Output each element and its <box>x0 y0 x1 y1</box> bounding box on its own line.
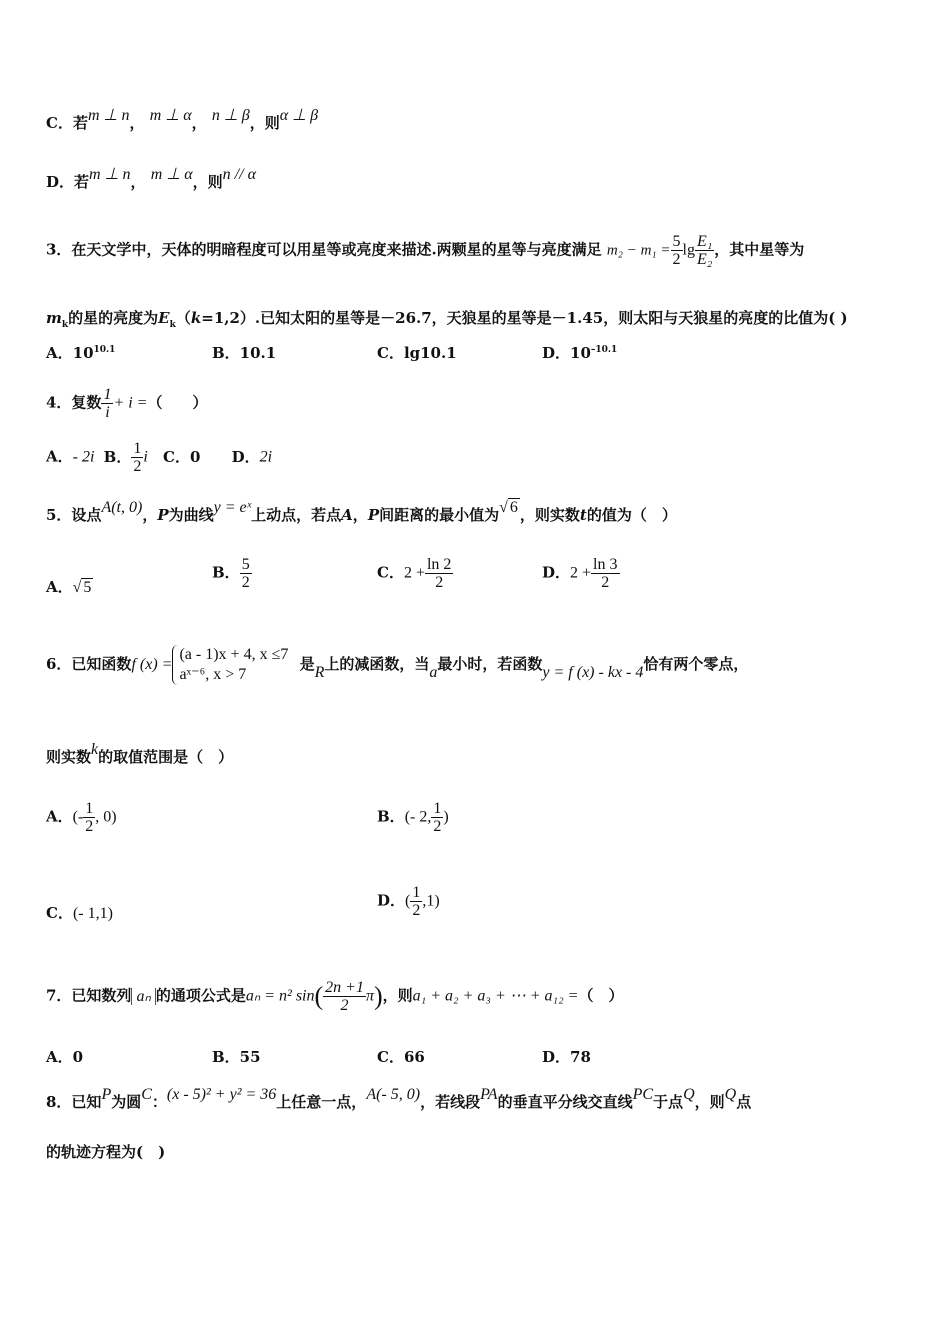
option-text: A．10 <box>46 344 94 362</box>
text: 恰有两个零点， <box>643 655 749 673</box>
q7-option-c <box>377 1046 425 1067</box>
math: P <box>367 506 380 524</box>
math: A(t, 0) <box>101 499 143 516</box>
text: （ ） <box>147 393 208 412</box>
option-label: B． <box>103 447 132 466</box>
math: Q <box>683 1086 695 1103</box>
paren: ) <box>373 981 383 1011</box>
fraction <box>131 440 143 475</box>
text: ，其中星等为 <box>714 240 805 259</box>
text: 的星的亮度为 <box>68 309 159 327</box>
q2-option-c <box>46 107 319 134</box>
radicand: 6 <box>509 499 518 516</box>
text: 的轨迹方程为( ) <box>46 1143 166 1161</box>
q3-option-c <box>377 342 457 363</box>
numerator: 1 <box>85 800 94 817</box>
math: (- 1,1) <box>72 905 113 922</box>
paren: ( <box>314 981 324 1011</box>
math: y = eˣ <box>213 499 252 516</box>
q5-option-b <box>212 556 252 591</box>
fraction <box>323 979 366 1014</box>
math: (- <box>72 808 84 826</box>
q6-option-b <box>377 800 449 835</box>
case-2: aˣ⁻⁶, x > 7 <box>179 666 247 683</box>
comma: ， <box>191 114 207 132</box>
denominator: 2 <box>133 458 142 475</box>
math: aₙ <box>131 988 155 1005</box>
denominator: E₂ <box>696 251 713 268</box>
option-label: C． <box>377 563 404 582</box>
math: Q <box>724 1086 737 1103</box>
q6-option-d <box>377 884 440 919</box>
math: π <box>365 987 374 1005</box>
text: 的通项公式是 <box>155 986 246 1005</box>
text: ，则 <box>249 114 280 132</box>
text: 间距离的最小值为 <box>379 506 500 524</box>
q8-stem-line1 <box>46 1086 752 1113</box>
option-text: D．78 <box>542 1048 591 1066</box>
q8-stem-line2 <box>46 1142 165 1162</box>
text: 5．设点 <box>46 506 102 524</box>
numerator: 2n +1 <box>325 979 364 996</box>
option-text: A．0 <box>46 1048 84 1066</box>
math: PA <box>480 1086 498 1103</box>
math: P <box>157 506 169 524</box>
text: 点 <box>736 1093 752 1111</box>
q6-option-a <box>46 800 117 835</box>
text: ， <box>142 506 158 524</box>
option-label: C． <box>46 904 73 922</box>
option-label: A． <box>46 807 73 826</box>
math: (- 2, <box>404 808 432 826</box>
numerator: 1 <box>103 386 112 403</box>
option-text: C．0 <box>163 447 201 466</box>
option-text: C．lg10.1 <box>377 344 457 362</box>
numerator: 5 <box>672 233 681 250</box>
text: 上的减函数，当 <box>324 655 430 673</box>
option-label: D． <box>542 563 571 582</box>
math: 2 + <box>570 564 592 582</box>
fraction <box>695 233 714 268</box>
text: ， <box>352 506 368 524</box>
option-text: B．10.1 <box>212 344 277 362</box>
math: f (x) = <box>131 656 173 673</box>
q5-option-c <box>377 556 453 591</box>
math: + i = <box>113 394 148 412</box>
math: 2 + <box>403 564 425 582</box>
text: ，若线段 <box>420 1093 481 1111</box>
q3-stem-line1 <box>46 233 804 268</box>
math: m ⊥ n <box>89 166 131 183</box>
comma: ， <box>130 173 146 191</box>
option-label: D． <box>377 891 406 910</box>
denominator: 2 <box>241 574 250 591</box>
math: k <box>190 309 202 327</box>
math: α ⊥ β <box>279 107 319 124</box>
text: 是 <box>299 655 315 673</box>
q5-stem <box>46 499 677 526</box>
piecewise <box>172 645 288 685</box>
text: 于点 <box>653 1093 684 1111</box>
numerator: ln 2 <box>426 556 452 573</box>
math: - 2i <box>72 448 95 466</box>
math: 2i <box>259 448 273 466</box>
math: t <box>579 506 587 524</box>
text: 上动点，若点 <box>251 506 342 524</box>
text: 6．已知函数 <box>46 655 132 673</box>
numerator: 5 <box>241 556 250 573</box>
math: , 0) <box>95 808 117 826</box>
q4-stem <box>46 386 208 421</box>
math: m <box>46 309 62 327</box>
case-1: (a - 1)x + 4, x ≤7 <box>179 646 289 663</box>
denominator: 2 <box>340 997 349 1014</box>
text: 最小时，若函数 <box>437 655 543 673</box>
q3-stem-line2 <box>46 308 848 335</box>
math: m ⊥ α <box>149 107 192 124</box>
text: ，则实数 <box>519 506 580 524</box>
numerator: 1 <box>412 884 421 901</box>
q7-stem <box>46 979 623 1014</box>
option-text: B．55 <box>212 1048 261 1066</box>
option-label: A． <box>46 578 73 596</box>
comma: ， <box>129 114 145 132</box>
option-label: C．若 <box>46 114 88 132</box>
math: k <box>169 320 176 330</box>
q4-options <box>46 440 272 475</box>
math: (x - 5)² + y² = 36 <box>166 1086 277 1103</box>
math: P <box>101 1086 112 1103</box>
numerator: 1 <box>433 800 442 817</box>
denominator: 2 <box>435 574 444 591</box>
q7-option-b <box>212 1046 261 1067</box>
math: n ⊥ β <box>211 107 250 124</box>
text: ，则 <box>382 986 413 1005</box>
text: 的值为（ ） <box>586 506 677 524</box>
math: ( <box>405 892 411 910</box>
text: （ <box>175 309 191 327</box>
text: 为圆 <box>111 1093 142 1111</box>
option-text: D．10 <box>542 344 591 362</box>
q7-option-d <box>542 1046 591 1067</box>
option-label: D． <box>231 447 260 466</box>
fraction <box>591 556 619 591</box>
text: ： <box>151 1093 167 1111</box>
math: R <box>314 664 325 681</box>
text: 的垂直平分线交直线 <box>497 1093 633 1111</box>
sqrt: √ 5 <box>72 579 92 596</box>
text: 7．已知数列 <box>46 986 132 1005</box>
q5-option-a <box>46 576 93 597</box>
math: E <box>158 309 170 327</box>
text: ，则 <box>694 1093 725 1111</box>
fraction <box>83 800 95 835</box>
q5-option-d <box>542 556 620 591</box>
math: i <box>143 448 148 466</box>
text: =1,2）.已知太阳的星等是－26.7，天狼星的星等是－1.45，则太阳与天狼星的亮度的比值为( ) <box>201 309 848 327</box>
numerator: 1 <box>133 440 142 457</box>
denominator: i <box>105 404 110 421</box>
denominator: 2 <box>412 902 421 919</box>
math: y = f (x) - kx - 4 <box>542 664 644 681</box>
text: 4．复数 <box>46 393 102 412</box>
fraction <box>410 884 422 919</box>
math: k <box>61 320 69 330</box>
text: 则实数 <box>46 748 92 766</box>
text: 为曲线 <box>168 506 214 524</box>
q3-option-b <box>212 342 276 363</box>
q3-option-d <box>542 342 617 363</box>
q6-stem-line1 <box>46 645 748 685</box>
text: 8．已知 <box>46 1093 102 1111</box>
math: A <box>341 506 353 524</box>
fraction <box>671 233 683 268</box>
math: lg <box>682 241 695 259</box>
exponent: –10.1 <box>590 345 618 355</box>
option-label: D．若 <box>46 173 90 191</box>
text: 的取值范围是（ ） <box>98 748 234 766</box>
fraction <box>240 556 252 591</box>
option-label: B． <box>212 563 240 582</box>
denominator: 2 <box>433 818 442 835</box>
fraction <box>425 556 453 591</box>
numerator: E₁ <box>696 233 713 250</box>
math: ) <box>443 808 449 826</box>
math: k <box>91 741 99 758</box>
math: m ⊥ n <box>87 107 130 124</box>
math: a <box>429 664 438 681</box>
q3-option-a <box>46 342 115 363</box>
denominator: 2 <box>85 818 94 835</box>
fraction <box>101 386 113 421</box>
option-text: C．66 <box>377 1048 425 1066</box>
math: n // α <box>222 166 256 183</box>
q7-option-a <box>46 1046 83 1067</box>
math: A(- 5, 0) <box>366 1086 421 1103</box>
math: C <box>141 1086 152 1103</box>
math: aₙ = n² sin <box>245 987 315 1005</box>
text: 3．在天文学中，天体的明暗程度可以用星等或亮度来描述.两颗星的星等与亮度满足 <box>46 240 602 259</box>
text: 上任意一点， <box>276 1093 367 1111</box>
option-label: A． <box>46 447 73 466</box>
math: ,1) <box>422 892 440 910</box>
numerator: ln 3 <box>593 556 618 573</box>
math: m₂ − m₁ = <box>606 242 671 259</box>
denominator: 2 <box>601 574 610 591</box>
math: PC <box>632 1086 654 1103</box>
radicand: 5 <box>83 579 92 596</box>
math: m ⊥ α <box>150 166 193 183</box>
text: ，则 <box>192 173 223 191</box>
denominator: 2 <box>672 251 681 268</box>
q6-option-c <box>46 902 113 923</box>
text: （ ） <box>578 986 624 1005</box>
exponent: 10.1 <box>93 345 116 355</box>
sqrt: √ 6 <box>499 499 518 516</box>
q6-stem-line2 <box>46 741 234 768</box>
q2-option-d <box>46 166 256 193</box>
option-label: B． <box>377 807 405 826</box>
fraction <box>431 800 443 835</box>
math: a₁ + a₂ + a₃ + ⋯ + a₁₂ = <box>412 987 579 1005</box>
